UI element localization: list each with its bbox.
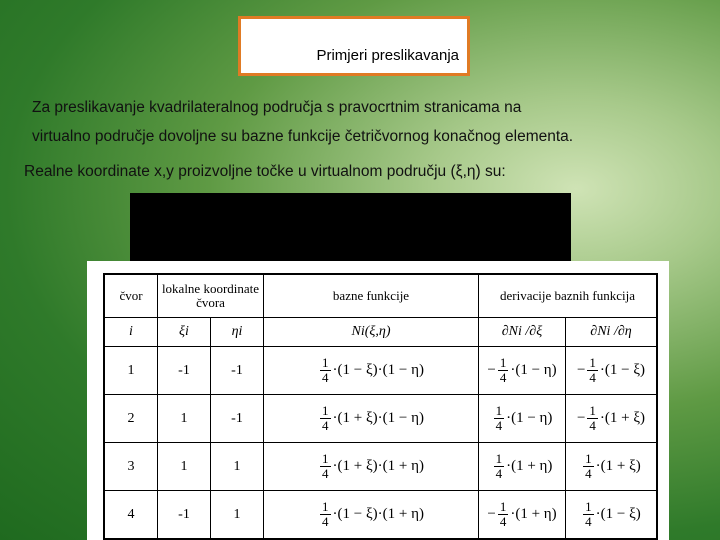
- fraction: $\frac{1}{4}$: [495, 451, 503, 481]
- symbol-N: Ni(ξ,η): [264, 318, 479, 347]
- shape-function-table-panel: [87, 261, 669, 540]
- dN-dxi-cell: $\frac{1}{4}$ ·(1 + η): [479, 443, 566, 491]
- dN-dxi-cell: − $\frac{1}{4}$ ·(1 + η): [479, 491, 566, 540]
- table-row: [104, 395, 657, 443]
- fraction: $\frac{1}{4}$: [585, 499, 592, 529]
- node-eta: -1: [211, 395, 264, 443]
- header-basis-functions: bazne funkcije: [264, 274, 479, 318]
- shape-function-table: [103, 273, 658, 540]
- table-row: [104, 491, 657, 540]
- basis-function-cell: $\frac{1}{4}$ ·(1 − ξ)·(1 + η): [264, 491, 479, 540]
- table-row: [104, 347, 657, 395]
- dN-deta-cell: $\frac{1}{4}$ ·(1 + ξ): [566, 443, 658, 491]
- node-xi: 1: [158, 443, 211, 491]
- node-number: 2: [104, 395, 158, 443]
- dN-dxi-cell: $\frac{1}{4}$ ·(1 − η): [479, 395, 566, 443]
- slide-title: Primjeri preslikavanja: [316, 47, 459, 64]
- symbol-i: i: [104, 318, 158, 347]
- fraction: $\frac{1}{4}$: [322, 355, 329, 385]
- header-derivatives: derivacije baznih funkcija: [479, 274, 658, 318]
- dN-deta-cell: $\frac{1}{4}$ ·(1 − ξ): [566, 491, 658, 540]
- node-number: 1: [104, 347, 158, 395]
- header-local-coords: lokalne koordinate čvora: [158, 274, 264, 318]
- slide-title-box: [238, 16, 470, 76]
- symbol-eta: ηi: [211, 318, 264, 347]
- basis-function-cell: $\frac{1}{4}$ ·(1 + ξ)·(1 − η): [264, 395, 479, 443]
- node-number: 4: [104, 491, 158, 540]
- node-xi: -1: [158, 347, 211, 395]
- node-eta: 1: [211, 491, 264, 540]
- fraction: $\frac{1}{4}$: [495, 403, 503, 433]
- header-node: čvor: [104, 274, 158, 318]
- intro-line-3: Realne koordinate x,y proizvoljne točke u virtualnom području (ξ,η) su:: [24, 163, 506, 180]
- node-eta: 1: [211, 443, 264, 491]
- symbol-xi: ξi: [158, 318, 211, 347]
- basis-function-cell: $\frac{1}{4}$ ·(1 − ξ)·(1 − η): [264, 347, 479, 395]
- black-image-region: [130, 193, 571, 263]
- fraction: $\frac{1}{4}$: [499, 355, 507, 385]
- fraction: $\frac{1}{4}$: [589, 403, 596, 433]
- dN-dxi-cell: − $\frac{1}{4}$ ·(1 − η): [479, 347, 566, 395]
- fraction: $\frac{1}{4}$: [589, 355, 596, 385]
- node-xi: 1: [158, 395, 211, 443]
- symbol-dN-deta: ∂Ni /∂η: [566, 318, 658, 347]
- fraction: $\frac{1}{4}$: [322, 451, 329, 481]
- table-row: [104, 443, 657, 491]
- symbol-dN-dxi: ∂Ni /∂ξ: [479, 318, 566, 347]
- intro-line-1: Za preslikavanje kvadrilateralnog područja s pravocrtnim stranicama na: [32, 99, 522, 116]
- node-xi: -1: [158, 491, 211, 540]
- fraction: $\frac{1}{4}$: [322, 499, 329, 529]
- basis-function-cell: $\frac{1}{4}$ ·(1 + ξ)·(1 + η): [264, 443, 479, 491]
- dN-deta-cell: − $\frac{1}{4}$ ·(1 − ξ): [566, 347, 658, 395]
- intro-line-2: virtualno područje dovoljne su bazne funkcije četričvornog konačnog elementa.: [32, 128, 574, 145]
- dN-deta-cell: − $\frac{1}{4}$ ·(1 + ξ): [566, 395, 658, 443]
- node-number: 3: [104, 443, 158, 491]
- fraction: $\frac{1}{4}$: [499, 499, 507, 529]
- fraction: $\frac{1}{4}$: [322, 403, 329, 433]
- node-eta: -1: [211, 347, 264, 395]
- fraction: $\frac{1}{4}$: [585, 451, 592, 481]
